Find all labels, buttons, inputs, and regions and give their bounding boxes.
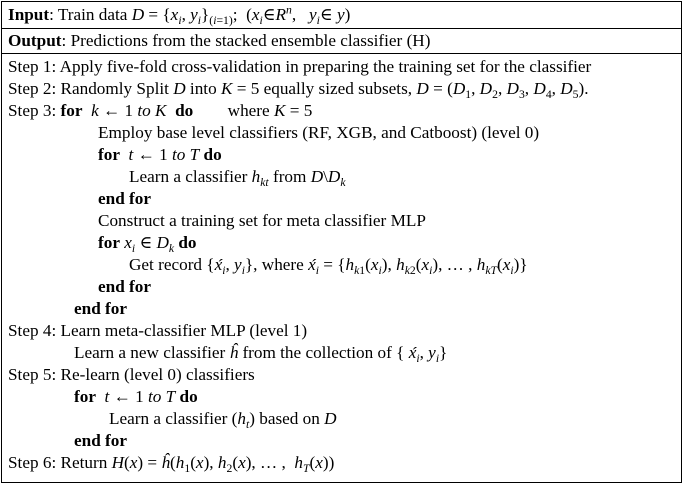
employ-base: Employ base level classifiers (RF, XGB, and Catboost) (level 0) bbox=[98, 123, 540, 142]
step-2: Step 2: Randomly Split D into K = 5 equally sized subsets, $D = (D_1$, $D_2$, $D_3$, $D_4$, $D_5$). bbox=[8, 79, 589, 102]
end-for-2: end for bbox=[98, 277, 151, 296]
input-text: : Train data bbox=[49, 5, 132, 24]
input-row: Input: Train data $D = \{x_i$, $y_i\}_{(i=1)}$; ($x_i\in R^n$, $y_i\in$ y) bbox=[2, 2, 681, 29]
end-for-4: end for bbox=[74, 431, 127, 450]
for-t-loop-2: for t ← 1 to T do bbox=[74, 387, 198, 406]
input-math: D bbox=[131, 5, 145, 24]
step-6: Step 6: Return $H(x) = ĥ(h_1(x)$, $h_2(x)$, … , $h_T(x)$) bbox=[8, 453, 335, 476]
for-x-loop: for $x_i$ ∈ $D_k$ do bbox=[98, 233, 197, 256]
algorithm-box bbox=[1, 1, 682, 483]
step-4: Step 4: Learn meta-classifier MLP (level 1) bbox=[8, 321, 308, 340]
step-1: Step 1: Apply five-fold cross-validation in preparing the training set for the classifier bbox=[8, 57, 592, 76]
output-label: Output bbox=[8, 31, 62, 50]
construct-training-set: Construct a training set for meta classifier MLP bbox=[98, 211, 426, 230]
for-t-loop-1: for t ← 1 to T do bbox=[98, 145, 222, 164]
learn-classifier-hkt: Learn a classifier $h_{kt}$ from $D\backslash D_k$ bbox=[129, 167, 346, 190]
step-3: Step 3: for k ← 1 to K do where K = 5 bbox=[8, 101, 313, 120]
get-record: Get record {$x́_i$, $y_i$}, where $x́_i = \{h_{k1}(x_i)$, $h_{k2}(x_i)$, … , $h_{kT}(x_i)$} bbox=[129, 255, 528, 278]
learn-new-classifier: Learn a new classifier ĥ from the collection of { $x́_i$, $y_i$} bbox=[74, 343, 448, 366]
end-for-3: end for bbox=[74, 299, 127, 318]
end-for-1: end for bbox=[98, 189, 151, 208]
output-row bbox=[2, 29, 681, 54]
learn-classifier-ht: Learn a classifier $(h_t)$ based on D bbox=[109, 409, 337, 432]
step-5: Step 5: Re-learn (level 0) classifiers bbox=[8, 365, 255, 384]
input-label: Input bbox=[8, 5, 50, 24]
output-text: : Predictions from the stacked ensemble classifier (H) bbox=[61, 31, 431, 50]
